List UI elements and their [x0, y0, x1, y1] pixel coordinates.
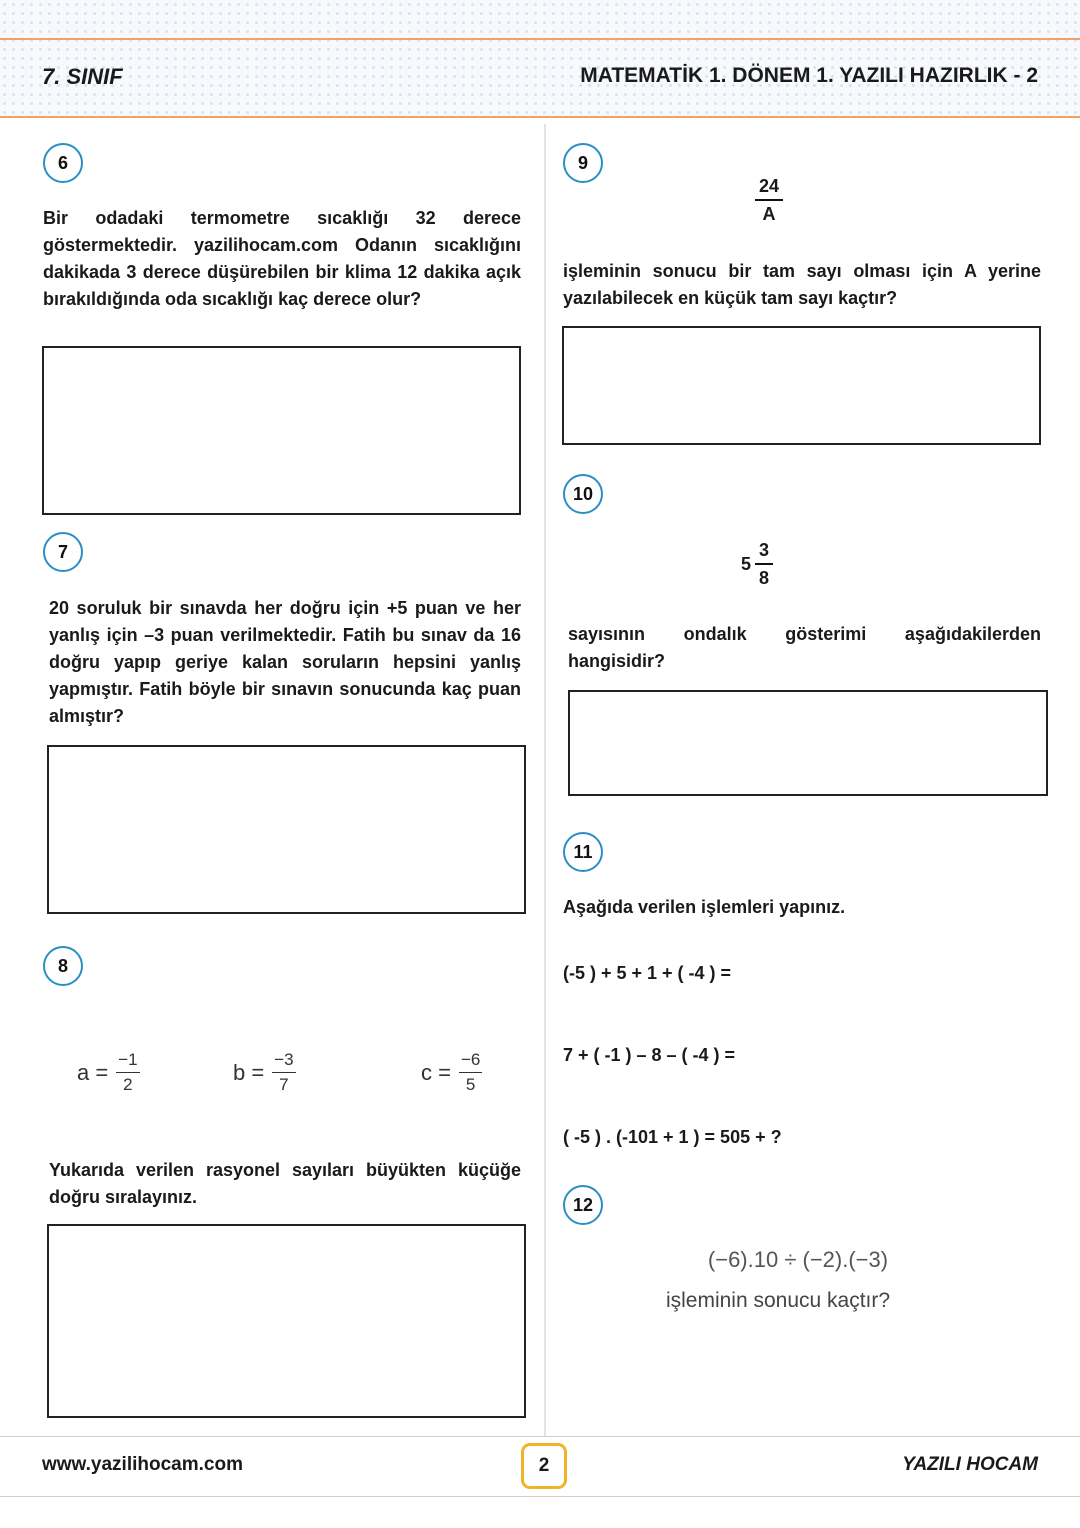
rational-b-numerator: −3	[272, 1050, 295, 1073]
question-12-text: işleminin sonucu kaçtır?	[665, 1289, 891, 1312]
footer-website: www.yazilihocam.com	[42, 1454, 243, 1475]
question-6-text: Bir odadaki termometre sıcaklığı 32 derece göstermektedir. yazilihocam.com Odanın sıcaklığını dakikada 3 derece düşürebilen bir klima 12 dakika açık bırakıldığında oda sıcaklığı kaç derece olur?	[43, 208, 521, 309]
question-11-text: Aşağıda verilen işlemleri yapınız.	[563, 897, 846, 917]
question-9-numerator: 24	[755, 176, 783, 201]
page-number-badge: 2	[521, 1443, 567, 1489]
rational-a-denominator: 2	[123, 1075, 133, 1094]
question-9-fraction	[755, 176, 783, 224]
question-8-answer-box[interactable]	[47, 1224, 526, 1418]
question-9-denominator: A	[762, 204, 776, 224]
rational-c-label: c =	[421, 1059, 451, 1085]
header-divider	[0, 38, 1080, 40]
question-9-answer-box[interactable]	[562, 326, 1041, 445]
question-12-number: 12	[563, 1185, 603, 1225]
question-9-number: 9	[563, 143, 603, 183]
rational-b-denominator: 7	[279, 1075, 289, 1094]
question-6-number: 6	[43, 143, 83, 183]
rational-a-numerator: −1	[116, 1050, 139, 1073]
question-10-answer-box[interactable]	[568, 690, 1048, 796]
question-10-number: 10	[563, 474, 603, 514]
operation-2: 7 + ( -1 ) – 8 – ( -4 ) =	[563, 1045, 736, 1065]
footer-divider-bottom	[0, 1496, 1080, 1497]
question-7-answer-box[interactable]	[47, 745, 526, 914]
rational-a	[77, 1050, 140, 1095]
footer-brand: YAZILI HOCAM	[902, 1454, 1038, 1475]
column-divider	[544, 124, 546, 1436]
question-10-text: sayısının ondalık gösterimi aşağıdakilerden hangisidir?	[568, 624, 1041, 671]
rational-c	[421, 1050, 482, 1095]
question-11-number: 11	[563, 832, 603, 872]
footer-divider-top	[0, 1436, 1080, 1437]
grade-label: 7. SINIF	[42, 64, 123, 89]
question-6-answer-box[interactable]	[42, 346, 521, 515]
question-10-denominator: 8	[759, 568, 770, 588]
question-7-text: 20 soruluk bir sınavda her doğru için +5 puan ve her yanlış için –3 puan verilmektedir. Fatih bu sınav da 16 doğru yapıp geriye kalan soruların hepsini yanlış yapmıştır. Fatih böyle bir sınavın sonucunda kaç puan almıştır?	[49, 598, 521, 726]
rational-b	[233, 1050, 296, 1095]
question-8-number: 8	[43, 946, 83, 986]
question-7-number: 7	[43, 532, 83, 572]
operation-3: ( -5 ) . (-101 + 1 ) = 505 + ?	[563, 1127, 782, 1147]
rational-c-denominator: 5	[465, 1075, 476, 1094]
question-10-numerator: 3	[755, 540, 773, 565]
question-10-whole: 5	[741, 553, 752, 574]
rational-a-label: a =	[77, 1059, 109, 1085]
page-title: MATEMATİK 1. DÖNEM 1. YAZILI HAZIRLIK - 2	[580, 64, 1038, 87]
operation-1: (-5 ) + 5 + 1 + ( -4 ) =	[563, 963, 732, 983]
header-band	[0, 0, 1080, 118]
rational-b-label: b =	[233, 1059, 265, 1085]
question-10-mixed-number	[741, 540, 773, 588]
rational-c-numerator: −6	[459, 1050, 482, 1073]
question-8-text: Yukarıda verilen rasyonel sayıları büyükten küçüğe doğru sıralayınız.	[49, 1160, 521, 1207]
question-12-expression: (−6).10 ÷ (−2).(−3)	[707, 1247, 889, 1272]
question-9-text: işleminin sonucu bir tam sayı olması için A yerine yazılabilecek en küçük tam sayı kaçtır?	[563, 261, 1041, 308]
